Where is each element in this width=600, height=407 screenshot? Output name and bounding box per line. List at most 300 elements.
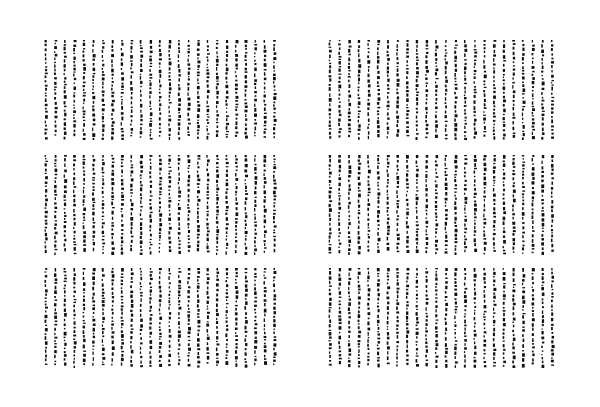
- glyph-mark: [454, 298, 456, 300]
- glyph-mark: [121, 117, 123, 121]
- glyph-mark: [169, 223, 171, 224]
- glyph-mark: [484, 93, 486, 97]
- glyph-mark: [226, 235, 227, 237]
- glyph-mark: [217, 159, 220, 160]
- glyph-mark: [532, 310, 534, 312]
- glyph-mark: [523, 101, 526, 104]
- glyph-mark: [455, 64, 457, 67]
- glyph-mark: [329, 330, 332, 331]
- glyph-mark: [216, 110, 217, 113]
- glyph-mark: [187, 113, 189, 116]
- glyph-mark: [83, 199, 85, 203]
- glyph-mark: [367, 155, 369, 159]
- glyph-mark: [140, 86, 142, 88]
- glyph-mark: [64, 354, 67, 357]
- glyph-mark: [93, 282, 95, 285]
- glyph-mark: [245, 48, 247, 50]
- glyph-mark: [397, 320, 399, 322]
- glyph-mark: [436, 78, 439, 79]
- glyph-mark: [387, 337, 389, 340]
- glyph-mark: [377, 60, 379, 64]
- glyph-mark: [377, 338, 380, 340]
- glyph-mark: [445, 273, 447, 275]
- glyph-mark: [102, 116, 104, 119]
- glyph-mark: [425, 323, 427, 326]
- glyph-mark: [93, 248, 94, 251]
- glyph-mark: [150, 138, 153, 140]
- glyph-mark: [348, 335, 350, 338]
- glyph-mark: [532, 248, 535, 250]
- glyph-mark: [377, 315, 379, 318]
- glyph-mark: [493, 58, 494, 62]
- glyph-mark: [445, 348, 448, 350]
- glyph-mark: [358, 45, 360, 47]
- glyph-mark: [532, 244, 535, 247]
- glyph-mark: [416, 190, 418, 191]
- glyph-mark: [255, 186, 257, 189]
- glyph-mark: [464, 320, 466, 324]
- glyph-mark: [358, 246, 361, 249]
- glyph-mark: [254, 132, 255, 134]
- glyph-mark: [178, 227, 180, 230]
- glyph-mark: [358, 217, 359, 219]
- glyph-mark: [178, 356, 179, 357]
- glyph-mark: [273, 104, 275, 106]
- glyph-mark: [339, 300, 341, 302]
- glyph-mark: [416, 40, 418, 43]
- glyph-mark: [245, 320, 248, 324]
- glyph-mark: [254, 276, 257, 278]
- glyph-mark: [426, 276, 428, 278]
- glyph-mark: [493, 225, 495, 228]
- glyph-mark: [140, 187, 142, 191]
- glyph-mark: [416, 45, 417, 48]
- glyph-mark: [245, 272, 248, 273]
- glyph-mark: [159, 70, 162, 73]
- glyph-mark: [254, 47, 256, 50]
- glyph-mark: [435, 120, 437, 122]
- glyph-mark: [542, 298, 544, 300]
- glyph-mark: [416, 197, 419, 200]
- glyph-mark: [552, 219, 554, 222]
- glyph-mark: [102, 335, 104, 337]
- glyph-mark: [445, 93, 447, 95]
- glyph-mark: [54, 223, 56, 225]
- glyph-mark: [121, 131, 124, 133]
- glyph-mark: [474, 188, 476, 191]
- glyph-mark: [254, 305, 257, 307]
- glyph-mark: [102, 243, 105, 245]
- glyph-mark: [483, 314, 485, 316]
- glyph-mark: [377, 220, 380, 222]
- glyph-mark: [464, 235, 465, 237]
- glyph-mark: [121, 323, 123, 326]
- glyph-mark: [532, 58, 534, 60]
- glyph-mark: [532, 215, 534, 219]
- glyph-mark: [348, 63, 350, 65]
- glyph-mark: [131, 75, 132, 79]
- glyph-mark: [541, 107, 543, 110]
- glyph-mark: [397, 295, 399, 298]
- glyph-mark: [425, 341, 427, 344]
- glyph-mark: [226, 307, 227, 309]
- glyph-mark: [551, 309, 553, 311]
- glyph-mark: [474, 55, 477, 57]
- glyph-mark: [339, 66, 341, 67]
- glyph-mark: [532, 77, 535, 80]
- glyph-mark: [159, 62, 161, 64]
- glyph-mark: [130, 291, 133, 293]
- glyph-mark: [197, 108, 200, 112]
- glyph-mark: [464, 175, 466, 177]
- glyph-mark: [396, 165, 398, 168]
- glyph-mark: [484, 204, 485, 208]
- glyph-mark: [406, 327, 408, 329]
- glyph-mark: [149, 87, 151, 89]
- glyph-mark: [349, 84, 351, 88]
- glyph-mark: [206, 69, 208, 71]
- glyph-mark: [329, 55, 331, 58]
- glyph-mark: [226, 166, 229, 167]
- glyph-mark: [542, 155, 544, 158]
- glyph-mark: [425, 66, 428, 69]
- glyph-mark: [264, 275, 265, 277]
- glyph-mark: [522, 171, 524, 173]
- glyph-mark: [542, 281, 544, 283]
- glyph-mark: [378, 97, 381, 100]
- glyph-mark: [367, 160, 369, 163]
- glyph-mark: [377, 120, 379, 124]
- glyph-mark: [83, 277, 85, 280]
- glyph-mark: [73, 95, 75, 98]
- glyph-mark: [416, 356, 419, 357]
- glyph-mark: [339, 336, 342, 340]
- glyph-mark: [131, 227, 133, 230]
- glyph-mark: [426, 307, 427, 311]
- glyph-mark: [464, 87, 466, 90]
- glyph-mark: [168, 99, 169, 101]
- glyph-mark: [484, 327, 485, 329]
- glyph-mark: [445, 198, 448, 201]
- glyph-mark: [416, 155, 418, 158]
- glyph-mark: [493, 87, 496, 89]
- glyph-mark: [178, 93, 180, 96]
- glyph-mark: [483, 131, 486, 132]
- glyph-mark: [338, 123, 340, 126]
- glyph-mark: [178, 363, 180, 366]
- glyph-mark: [55, 102, 57, 105]
- glyph-mark: [484, 300, 485, 303]
- glyph-mark: [455, 96, 458, 98]
- glyph-mark: [445, 124, 446, 127]
- glyph-mark: [54, 97, 56, 100]
- glyph-mark: [274, 294, 277, 297]
- glyph-mark: [83, 99, 85, 102]
- glyph-mark: [168, 294, 170, 296]
- glyph-mark: [264, 190, 266, 194]
- glyph-mark: [54, 69, 55, 72]
- glyph-mark: [169, 210, 170, 211]
- glyph-mark: [102, 361, 103, 362]
- glyph-mark: [169, 58, 171, 60]
- glyph-mark: [387, 58, 390, 61]
- glyph-mark: [264, 268, 266, 270]
- glyph-mark: [225, 191, 227, 194]
- glyph-mark: [245, 343, 247, 346]
- glyph-mark: [226, 179, 228, 181]
- glyph-mark: [387, 197, 389, 200]
- glyph-mark: [426, 285, 428, 288]
- glyph-mark: [111, 136, 113, 139]
- glyph-mark: [178, 127, 180, 130]
- glyph-mark: [387, 356, 389, 360]
- glyph-mark: [377, 102, 379, 105]
- glyph-mark: [159, 96, 162, 98]
- glyph-mark: [169, 340, 171, 342]
- glyph-mark: [159, 336, 162, 337]
- glyph-mark: [226, 162, 229, 164]
- glyph-mark: [159, 342, 162, 345]
- glyph-mark: [435, 236, 436, 237]
- glyph-mark: [111, 225, 114, 227]
- glyph-mark: [245, 110, 248, 113]
- glyph-mark: [74, 253, 77, 254]
- glyph-mark: [542, 132, 545, 135]
- glyph-mark: [131, 132, 133, 134]
- glyph-mark: [329, 47, 332, 48]
- glyph-mark: [483, 90, 485, 92]
- glyph-mark: [445, 168, 448, 169]
- glyph-mark: [112, 217, 113, 220]
- glyph-mark: [532, 234, 534, 237]
- glyph-mark: [503, 235, 505, 237]
- glyph-mark: [226, 227, 229, 229]
- glyph-mark: [64, 225, 66, 228]
- glyph-mark: [522, 353, 525, 356]
- glyph-mark: [83, 59, 85, 61]
- glyph-mark: [255, 197, 257, 198]
- glyph-mark: [358, 82, 360, 84]
- glyph-mark: [522, 364, 525, 368]
- glyph-mark: [207, 67, 209, 68]
- glyph-mark: [188, 40, 189, 42]
- glyph-mark: [435, 268, 438, 269]
- glyph-mark: [551, 284, 552, 287]
- glyph-mark: [464, 316, 466, 318]
- glyph-mark: [358, 182, 361, 185]
- glyph-mark: [273, 166, 276, 169]
- glyph-mark: [264, 294, 266, 297]
- glyph-mark: [207, 49, 209, 51]
- glyph-mark: [198, 40, 200, 41]
- glyph-mark: [435, 347, 437, 349]
- glyph-mark: [348, 226, 349, 229]
- glyph-mark: [493, 212, 496, 214]
- glyph-mark: [206, 223, 208, 226]
- glyph-mark: [541, 44, 543, 47]
- glyph-mark: [102, 94, 104, 97]
- glyph-mark: [396, 49, 398, 51]
- glyph-mark: [111, 118, 113, 120]
- glyph-mark: [169, 137, 170, 140]
- glyph-mark: [216, 331, 218, 334]
- glyph-mark: [474, 288, 475, 291]
- glyph-mark: [206, 324, 209, 327]
- glyph-mark: [445, 85, 447, 88]
- glyph-mark: [102, 108, 105, 111]
- glyph-mark: [207, 197, 210, 199]
- glyph-mark: [235, 45, 236, 48]
- glyph-mark: [102, 283, 104, 287]
- glyph-mark: [513, 318, 516, 321]
- glyph-mark: [216, 114, 219, 116]
- glyph-mark: [197, 79, 198, 82]
- glyph-mark: [83, 123, 85, 127]
- glyph-mark: [455, 137, 457, 139]
- glyph-mark: [455, 40, 457, 42]
- glyph-mark: [339, 318, 342, 321]
- vertical-text-block: [42, 155, 280, 255]
- glyph-mark: [102, 308, 104, 310]
- glyph-mark: [83, 351, 86, 352]
- glyph-mark: [188, 68, 191, 70]
- glyph-mark: [83, 359, 86, 363]
- glyph-mark: [513, 251, 515, 252]
- glyph-mark: [55, 125, 57, 128]
- glyph-mark: [358, 361, 360, 364]
- glyph-mark: [503, 92, 505, 94]
- glyph-mark: [551, 48, 553, 51]
- glyph-mark: [493, 130, 495, 132]
- glyph-mark: [83, 110, 86, 112]
- glyph-mark: [197, 74, 200, 76]
- glyph-mark: [235, 335, 238, 337]
- glyph-mark: [339, 283, 341, 286]
- glyph-mark: [377, 56, 379, 59]
- glyph-mark: [493, 272, 496, 275]
- glyph-mark: [483, 40, 485, 42]
- glyph-mark: [140, 231, 142, 235]
- glyph-mark: [74, 235, 75, 236]
- glyph-mark: [245, 89, 247, 92]
- glyph-mark: [168, 173, 170, 175]
- glyph-mark: [474, 334, 477, 337]
- glyph-mark: [130, 199, 131, 202]
- glyph-mark: [273, 40, 276, 42]
- glyph-mark: [455, 248, 457, 251]
- glyph-mark: [338, 247, 340, 248]
- glyph-mark: [387, 79, 389, 82]
- glyph-mark: [111, 279, 114, 281]
- glyph-mark: [416, 111, 418, 113]
- glyph-mark: [358, 120, 359, 123]
- glyph-mark: [149, 95, 150, 98]
- glyph-mark: [226, 347, 227, 348]
- glyph-mark: [207, 281, 209, 284]
- glyph-mark: [102, 292, 105, 294]
- glyph-mark: [273, 319, 275, 322]
- glyph-mark: [140, 114, 142, 117]
- glyph-mark: [150, 271, 153, 273]
- glyph-mark: [474, 306, 476, 308]
- glyph-mark: [235, 155, 236, 157]
- glyph-mark: [377, 52, 378, 55]
- glyph-mark: [377, 243, 378, 245]
- glyph-mark: [512, 209, 513, 212]
- glyph-mark: [216, 40, 218, 41]
- glyph-mark: [367, 234, 369, 235]
- glyph-mark: [255, 155, 256, 157]
- glyph-mark: [503, 114, 505, 115]
- glyph-mark: [254, 119, 256, 121]
- glyph-mark: [551, 196, 553, 198]
- glyph-mark: [542, 342, 544, 344]
- glyph-mark: [483, 316, 485, 318]
- glyph-mark: [474, 95, 476, 98]
- glyph-mark: [187, 355, 189, 357]
- glyph-mark: [484, 340, 487, 343]
- glyph-mark: [121, 134, 124, 136]
- glyph-mark: [435, 212, 437, 214]
- glyph-mark: [348, 70, 350, 72]
- glyph-mark: [329, 50, 332, 53]
- glyph-mark: [339, 61, 341, 64]
- glyph-mark: [551, 280, 553, 282]
- glyph-mark: [484, 273, 486, 276]
- glyph-mark: [454, 329, 455, 330]
- glyph-mark: [121, 77, 124, 80]
- glyph-mark: [159, 177, 162, 179]
- glyph-mark: [216, 321, 218, 324]
- glyph-mark: [188, 308, 190, 310]
- glyph-mark: [121, 354, 123, 357]
- glyph-mark: [102, 300, 105, 303]
- glyph-mark: [178, 327, 179, 329]
- glyph-mark: [522, 118, 523, 120]
- glyph-mark: [348, 66, 350, 69]
- glyph-mark: [377, 250, 380, 253]
- glyph-mark: [264, 361, 267, 365]
- glyph-mark: [159, 79, 160, 83]
- glyph-mark: [102, 155, 104, 158]
- glyph-mark: [178, 207, 181, 210]
- glyph-mark: [131, 277, 133, 280]
- glyph-mark: [121, 363, 122, 366]
- glyph-mark: [197, 72, 200, 74]
- glyph-mark: [188, 336, 190, 338]
- glyph-mark: [367, 276, 369, 280]
- glyph-mark: [368, 99, 370, 101]
- glyph-mark: [445, 76, 447, 78]
- glyph-mark: [348, 80, 349, 83]
- glyph-mark: [169, 291, 171, 292]
- glyph-mark: [445, 214, 447, 216]
- glyph-mark: [150, 134, 151, 137]
- glyph-mark: [254, 52, 255, 54]
- glyph-mark: [406, 236, 409, 239]
- glyph-mark: [338, 159, 341, 162]
- glyph-mark: [273, 210, 276, 211]
- glyph-mark: [368, 40, 370, 42]
- glyph-mark: [377, 184, 378, 186]
- glyph-mark: [551, 200, 553, 204]
- glyph-mark: [368, 84, 371, 87]
- glyph-mark: [339, 361, 341, 364]
- glyph-mark: [217, 343, 220, 345]
- glyph-mark: [329, 180, 331, 183]
- glyph-mark: [159, 276, 160, 279]
- glyph-mark: [273, 357, 276, 358]
